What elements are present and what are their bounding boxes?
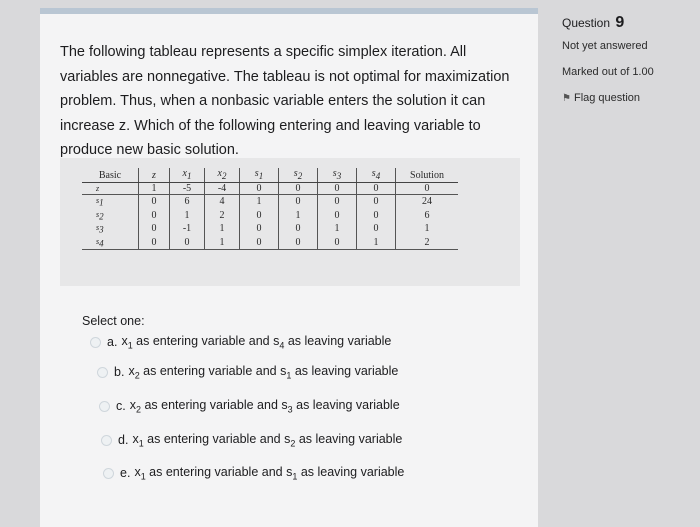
header-s2: $s_2$ <box>279 168 318 183</box>
option-b[interactable] <box>97 364 398 381</box>
tableau-cell: -5 <box>170 183 205 195</box>
tableau-cell: 0 <box>357 209 396 223</box>
tableau-cell: 24 <box>396 195 459 209</box>
option-a[interactable] <box>90 334 391 351</box>
row-basic-var: $s_1$ <box>96 196 104 208</box>
tableau-cell: 0 <box>170 236 205 250</box>
header-x2: $x_2$ <box>205 168 240 183</box>
tableau-cell: 0 <box>318 209 357 223</box>
radio-a[interactable] <box>90 337 101 348</box>
option-text: $x_1$ as entering variable and $s_4$ as leaving variable <box>121 334 392 351</box>
tableau-cell: 0 <box>357 222 396 236</box>
flag-icon: ⚑ <box>562 92 571 104</box>
tableau-cell: 0 <box>318 236 357 250</box>
radio-c[interactable] <box>99 401 110 412</box>
option-letter: a. <box>107 335 118 350</box>
header-x1: $x_1$ <box>170 168 205 183</box>
tableau-cell: 6 <box>396 209 459 223</box>
tableau-cell: 0 <box>279 236 318 250</box>
tableau-cell: 0 <box>318 183 357 195</box>
tableau-row <box>82 195 458 209</box>
option-text: $x_2$ as entering variable and $s_1$ as leaving variable <box>128 364 399 381</box>
option-text: $x_2$ as entering variable and $s_3$ as leaving variable <box>129 398 400 415</box>
header-s4: $s_4$ <box>357 168 396 183</box>
tableau-header-row <box>82 168 458 183</box>
row-basic-var: z <box>82 183 139 195</box>
tableau-cell: 1 <box>240 195 279 209</box>
tableau-cell: 0 <box>139 222 170 236</box>
flag-label: Flag question <box>573 92 641 104</box>
option-d[interactable] <box>101 432 402 449</box>
option-text: $x_1$ as entering variable and $s_2$ as leaving variable <box>132 432 403 449</box>
select-one-label: Select one: <box>82 314 145 328</box>
option-c[interactable] <box>99 398 400 415</box>
header-basic: Basic <box>82 168 139 183</box>
tableau-cell: 0 <box>357 183 396 195</box>
tableau-cell: 2 <box>396 236 459 250</box>
tableau-cell: 0 <box>318 195 357 209</box>
radio-d[interactable] <box>101 435 112 446</box>
tableau-row <box>82 209 458 223</box>
tableau-cell: 4 <box>205 195 240 209</box>
tableau-cell: 2 <box>205 209 240 223</box>
question-number: 9 <box>615 14 625 31</box>
question-label-text: Question <box>562 16 611 30</box>
radio-e[interactable] <box>103 468 114 479</box>
tableau-row <box>82 236 458 250</box>
header-s1: $s_1$ <box>240 168 279 183</box>
tableau-row <box>82 222 458 236</box>
tableau-cell: 0 <box>279 195 318 209</box>
tableau-image <box>60 158 520 286</box>
tableau-cell: 0 <box>396 183 459 195</box>
tableau-cell: 0 <box>139 209 170 223</box>
header-z: z <box>139 168 170 183</box>
tableau-cell: 0 <box>240 183 279 195</box>
tableau-cell: 0 <box>139 195 170 209</box>
tableau-cell: 6 <box>170 195 205 209</box>
option-letter: e. <box>120 466 131 481</box>
row-basic-var: $s_2$ <box>96 209 104 222</box>
tableau-cell: 0 <box>240 209 279 223</box>
tableau-cell: 0 <box>279 222 318 236</box>
tableau-cell: 0 <box>357 195 396 209</box>
tableau-cell: 1 <box>318 222 357 236</box>
option-letter: c. <box>116 399 126 414</box>
question-text: The following tableau represents a specific simplex iteration. All variables are nonnegative. The tableau is not optimal for maximization problem. Thus, when a nonbasic variable enters the solution it can increase z. Which of the following entering and leaving variable to produce new basic solution. <box>60 44 510 158</box>
tableau-cell: 1 <box>279 209 318 223</box>
row-basic-var: $s_3$ <box>96 223 104 235</box>
tableau-cell: 1 <box>170 209 205 223</box>
tableau-cell: 1 <box>139 183 170 195</box>
tableau-cell: 1 <box>205 236 240 250</box>
header-solution: Solution <box>396 168 459 183</box>
tableau-cell: 1 <box>396 222 459 236</box>
simplex-tableau <box>82 168 458 250</box>
tableau-cell: 1 <box>357 236 396 250</box>
flag-question-link[interactable] <box>562 92 640 104</box>
tableau-cell: 0 <box>279 183 318 195</box>
question-number-label <box>562 14 624 32</box>
tableau-cell: -4 <box>205 183 240 195</box>
header-s3: $s_3$ <box>318 168 357 183</box>
tableau-cell: 0 <box>240 222 279 236</box>
tableau-cell: 0 <box>139 236 170 250</box>
tableau-row <box>82 183 458 195</box>
radio-b[interactable] <box>97 367 108 378</box>
tableau-cell: 0 <box>240 236 279 250</box>
tableau-cell: -1 <box>170 222 205 236</box>
option-letter: b. <box>114 365 125 380</box>
option-text: $x_1$ as entering variable and $s_1$ as leaving variable <box>134 465 405 482</box>
option-letter: d. <box>118 433 129 448</box>
answer-status: Not yet answered <box>562 40 648 52</box>
row-basic-var: $s_4$ <box>82 236 139 250</box>
marks-info: Marked out of 1.00 <box>562 66 654 78</box>
tableau-cell: 1 <box>205 222 240 236</box>
card-top-bar <box>40 8 538 14</box>
option-e[interactable] <box>103 465 404 482</box>
